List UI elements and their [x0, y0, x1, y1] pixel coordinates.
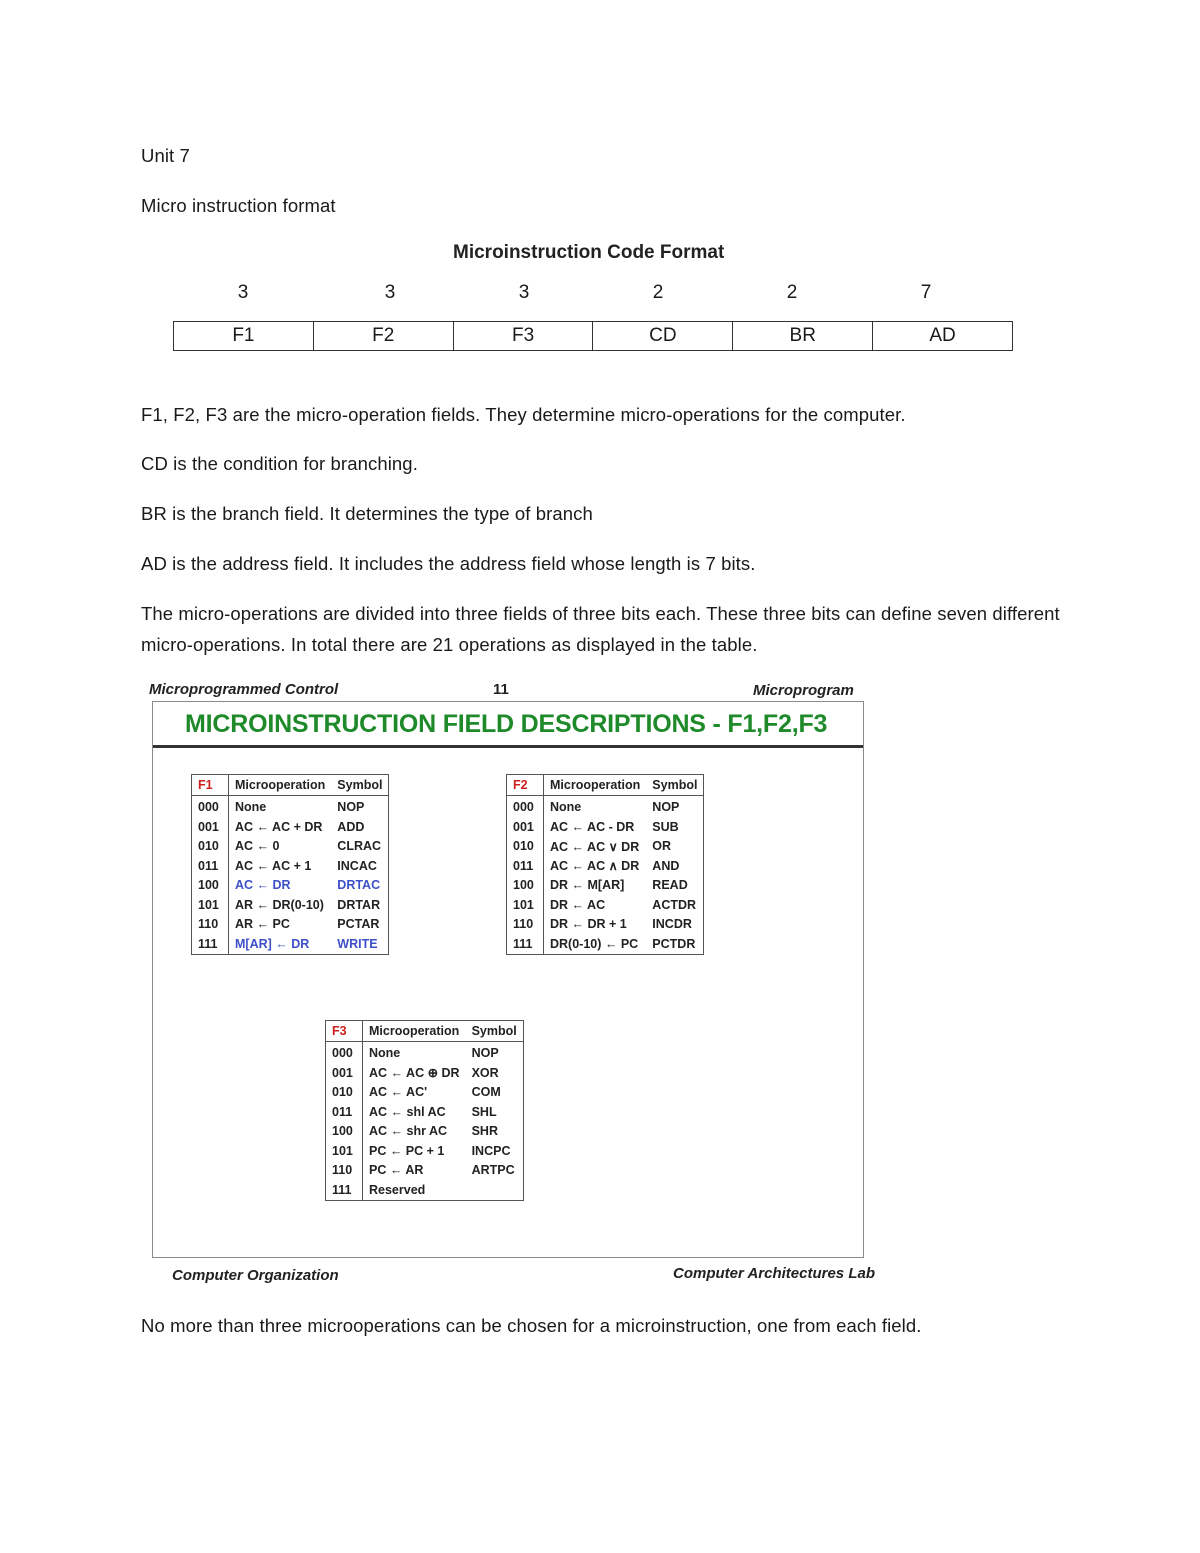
- table-row: [507, 795, 704, 817]
- slide-footer-right: Computer Architectures Lab: [673, 1265, 875, 1282]
- row-microoperation: Reserved: [369, 1182, 426, 1197]
- table-row: [192, 895, 389, 915]
- row-symbol: AND: [652, 858, 680, 873]
- row-microoperation: DR(0-10) ← PC: [550, 936, 639, 951]
- table-header-row: [507, 775, 704, 796]
- row-code: 000: [192, 795, 229, 817]
- paragraph-micro-ops: The micro-operations are divided into three fields of three bits each. These three bits can define seven different micro-operations. In total there are 21 operations as displayed in the table.: [141, 603, 1060, 655]
- row-microoperation: AC ← AC ⊕ DR: [369, 1066, 460, 1081]
- field-br: BR: [733, 322, 873, 350]
- row-symbol: SHL: [471, 1104, 497, 1119]
- format-figure-title: Microinstruction Code Format: [453, 242, 725, 263]
- row-microoperation: None: [369, 1046, 401, 1061]
- row-symbol: SUB: [652, 819, 679, 834]
- row-code: 000: [326, 1041, 363, 1063]
- paragraph-ad: AD is the address field. It includes the address field whose length is 7 bits.: [141, 553, 756, 574]
- row-code: 000: [507, 795, 544, 817]
- table-row: [326, 1122, 524, 1142]
- f3-table: [325, 1020, 524, 1201]
- field-cd: CD: [593, 322, 733, 350]
- row-code: 001: [192, 817, 229, 837]
- row-code: 010: [192, 837, 229, 857]
- f2-table: [506, 774, 704, 955]
- row-microoperation: AC ← AC - DR: [550, 819, 635, 834]
- row-microoperation: AC ← shr AC: [369, 1124, 448, 1139]
- row-symbol: NOP: [337, 800, 365, 815]
- bit-width-f3: 3: [518, 282, 530, 303]
- paragraph-cd: CD is the condition for branching.: [141, 453, 418, 474]
- row-symbol: INCAC: [337, 858, 377, 873]
- row-symbol: READ: [652, 878, 688, 893]
- row-symbol: ARTPC: [471, 1163, 515, 1178]
- row-symbol: SHR: [471, 1124, 498, 1139]
- bit-width-ad: 7: [920, 282, 932, 303]
- table-row: [326, 1083, 524, 1103]
- row-symbol: PCTDR: [652, 936, 696, 951]
- row-symbol: NOP: [652, 800, 680, 815]
- table-row: [507, 876, 704, 896]
- row-symbol: [466, 1180, 524, 1200]
- slide-page-number: 11: [493, 681, 509, 698]
- column-header-microoperation: Microoperation: [363, 1021, 466, 1042]
- row-code: 110: [326, 1161, 363, 1181]
- row-symbol: PCTAR: [337, 917, 380, 932]
- slide-footer-left: Computer Organization: [172, 1267, 339, 1284]
- row-code: 111: [507, 934, 544, 954]
- row-microoperation: PC ← AR: [369, 1163, 424, 1178]
- paragraph-fields: F1, F2, F3 are the micro-operation fields. They determine micro-operations for the computer.: [141, 404, 906, 425]
- column-header-symbol: Symbol: [466, 1021, 524, 1042]
- row-code: 100: [192, 876, 229, 896]
- row-symbol: ACTDR: [652, 897, 697, 912]
- row-code: 011: [507, 856, 544, 876]
- table-row: [192, 856, 389, 876]
- row-code: 010: [507, 837, 544, 857]
- field-label: F2: [507, 775, 544, 796]
- row-code: 111: [192, 934, 229, 954]
- table-row: [326, 1063, 524, 1083]
- field-f2: F2: [314, 322, 454, 350]
- table-row: [326, 1141, 524, 1161]
- row-microoperation: AC ← AC': [369, 1085, 428, 1100]
- slide-title: MICROINSTRUCTION FIELD DESCRIPTIONS - F1,F2,F3: [185, 710, 828, 738]
- column-header-symbol: Symbol: [646, 775, 704, 796]
- row-microoperation: AC ← AC ∧ DR: [550, 859, 640, 874]
- column-header-microoperation: Microoperation: [544, 775, 647, 796]
- row-microoperation: AC ← DR: [235, 878, 291, 893]
- bit-width-cd: 2: [652, 282, 664, 303]
- row-symbol: CLRAC: [337, 839, 382, 854]
- page-heading: Unit 7: [141, 145, 190, 166]
- bit-width-f2: 3: [384, 282, 396, 303]
- table-row: [507, 817, 704, 837]
- row-microoperation: DR ← AC: [550, 897, 606, 912]
- slide-title-rule: [153, 745, 863, 748]
- slide-header-left: Microprogrammed Control: [149, 681, 339, 698]
- row-symbol: ADD: [337, 819, 365, 834]
- table-row: [507, 837, 704, 857]
- paragraph-conclusion: No more than three microoperations can be chosen for a microinstruction, one from each field.: [141, 1315, 922, 1336]
- row-microoperation: AR ← PC: [235, 917, 290, 932]
- row-symbol: OR: [652, 839, 672, 854]
- row-microoperation: M[AR] ← DR: [235, 936, 310, 951]
- row-symbol: DRTAR: [337, 897, 381, 912]
- row-symbol: INCPC: [471, 1143, 511, 1158]
- table-row: [326, 1041, 524, 1063]
- row-code: 110: [192, 915, 229, 935]
- table-header-row: [192, 775, 389, 796]
- table-row: [192, 795, 389, 817]
- row-microoperation: DR ← DR + 1: [550, 917, 627, 932]
- table-row: [326, 1161, 524, 1181]
- table-row: [507, 895, 704, 915]
- row-symbol: INCDR: [652, 917, 692, 932]
- row-code: 011: [326, 1102, 363, 1122]
- row-code: 101: [507, 895, 544, 915]
- row-symbol: XOR: [471, 1065, 499, 1080]
- field-label: F1: [192, 775, 229, 796]
- table-row: [192, 817, 389, 837]
- row-code: 001: [326, 1063, 363, 1083]
- slide-panel: [152, 701, 864, 1258]
- field-ad: AD: [929, 325, 956, 346]
- table-header-row: [326, 1021, 524, 1042]
- row-code: 110: [507, 915, 544, 935]
- row-microoperation: AC ← AC ∨ DR: [550, 839, 640, 854]
- column-header-microoperation: Microoperation: [229, 775, 332, 796]
- row-microoperation: AC ← AC + DR: [235, 819, 323, 834]
- table-row: [507, 856, 704, 876]
- table-row: [507, 934, 704, 954]
- f1-table: [191, 774, 389, 955]
- row-microoperation: PC ← PC + 1: [369, 1143, 445, 1158]
- table-row: [192, 934, 389, 954]
- row-symbol: COM: [471, 1085, 501, 1100]
- table-row: [192, 837, 389, 857]
- row-microoperation: None: [550, 800, 582, 815]
- row-code: 100: [507, 876, 544, 896]
- paragraph-br: BR is the branch field. It determines the type of branch: [141, 503, 593, 524]
- row-symbol: NOP: [471, 1046, 499, 1061]
- section-subheading: Micro instruction format: [141, 195, 336, 216]
- table-row: [326, 1180, 524, 1200]
- row-code: 111: [326, 1180, 363, 1200]
- field-f1: F1: [174, 322, 314, 350]
- table-row: [507, 915, 704, 935]
- slide-header-right: Microprogram: [753, 682, 854, 699]
- field-f3: F3: [454, 322, 594, 350]
- bit-width-row: [173, 282, 1013, 308]
- row-microoperation: AR ← DR(0-10): [235, 897, 324, 912]
- row-code: 101: [192, 895, 229, 915]
- field-label: F3: [326, 1021, 363, 1042]
- row-microoperation: AC ← shl AC: [369, 1104, 446, 1119]
- row-code: 100: [326, 1122, 363, 1142]
- row-symbol: WRITE: [337, 936, 378, 951]
- row-symbol: DRTAC: [337, 878, 381, 893]
- row-microoperation: AC ← AC + 1: [235, 858, 312, 873]
- row-microoperation: DR ← M[AR]: [550, 878, 625, 893]
- table-row: [326, 1102, 524, 1122]
- table-row: [192, 876, 389, 896]
- format-field-row: [173, 321, 1013, 351]
- column-header-symbol: Symbol: [331, 775, 389, 796]
- row-code: 010: [326, 1083, 363, 1103]
- row-microoperation: None: [235, 800, 267, 815]
- row-code: 101: [326, 1141, 363, 1161]
- bit-width-f1: 3: [237, 282, 249, 303]
- table-row: [192, 915, 389, 935]
- bit-width-br: 2: [786, 282, 798, 303]
- row-microoperation: AC ← 0: [235, 839, 280, 854]
- row-code: 001: [507, 817, 544, 837]
- row-code: 011: [192, 856, 229, 876]
